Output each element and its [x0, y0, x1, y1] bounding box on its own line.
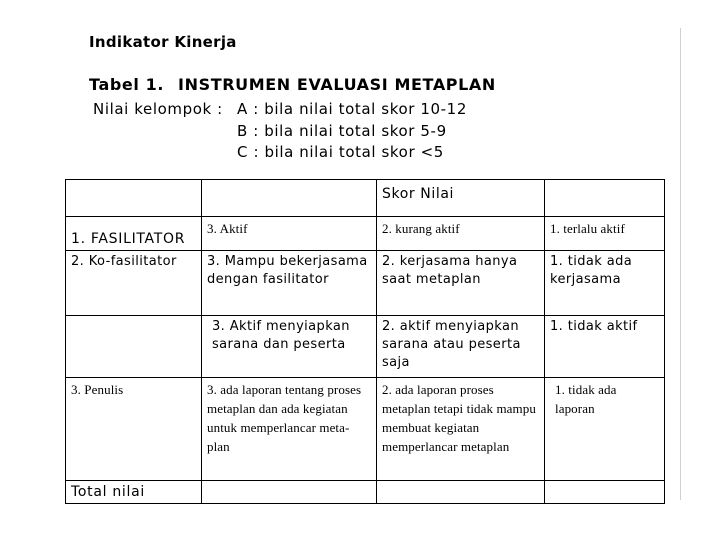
role-cell-empty	[66, 316, 202, 378]
group-grade-b: B : bila nilai total skor 5-9	[237, 122, 447, 140]
score-1-cell: 1. tidak ada kerjasama	[545, 251, 665, 316]
header-empty-cell	[202, 180, 377, 217]
score-2-cell: 2. kerjasama hanya saat metaplan	[377, 251, 545, 316]
header-empty-cell	[545, 180, 665, 217]
group-grade-c: C : bila nilai total skor <5	[237, 143, 444, 161]
role-cell-ko-fasilitator: 2. Ko-fasilitator	[66, 251, 202, 316]
score-1-cell: 1. terlalu aktif	[545, 217, 665, 251]
total-empty-cell	[545, 481, 665, 504]
score-3-cell: 3. Aktif	[202, 217, 377, 251]
evaluation-table	[65, 179, 665, 504]
score-2-cell: 2. kurang aktif	[377, 217, 545, 251]
total-empty-cell	[377, 481, 545, 504]
score-1-cell: 1. tidak ada laporan	[545, 378, 665, 481]
score-3-cell: 3. ada laporan tentang proses metaplan dan ada kegiatan untuk memperlancar meta-plan	[202, 378, 377, 481]
role-cell-penulis: 3. Penulis	[66, 378, 202, 481]
role-cell-fasilitator: 1. FASILITATOR	[66, 217, 202, 251]
group-grade-a: A : bila nilai total skor 10-12	[237, 100, 467, 118]
score-2-cell: 2. aktif menyiapkan sarana atau peserta saja	[377, 316, 545, 378]
page-edge-divider	[680, 28, 681, 500]
document-heading: Indikator Kinerja	[89, 33, 237, 51]
score-1-cell: 1. tidak aktif	[545, 316, 665, 378]
header-empty-cell	[66, 180, 202, 217]
total-empty-cell	[202, 481, 377, 504]
table-title-label: Tabel 1.	[89, 75, 165, 94]
total-label-cell: Total nilai	[66, 481, 202, 504]
table-title	[89, 75, 496, 94]
group-grade-label: Nilai kelompok :	[93, 100, 223, 118]
score-2-cell: 2. ada laporan proses metaplan tetapi tidak mampu membuat kegiatan memperlancar metaplan	[377, 378, 545, 481]
score-3-cell: 3. Aktif menyiapkan sarana dan peserta	[202, 316, 377, 378]
score-3-cell: 3. Mampu bekerjasama dengan fasilitator	[202, 251, 377, 316]
table-title-text: INSTRUMEN EVALUASI METAPLAN	[178, 75, 496, 94]
score-header: Skor Nilai	[377, 180, 545, 217]
